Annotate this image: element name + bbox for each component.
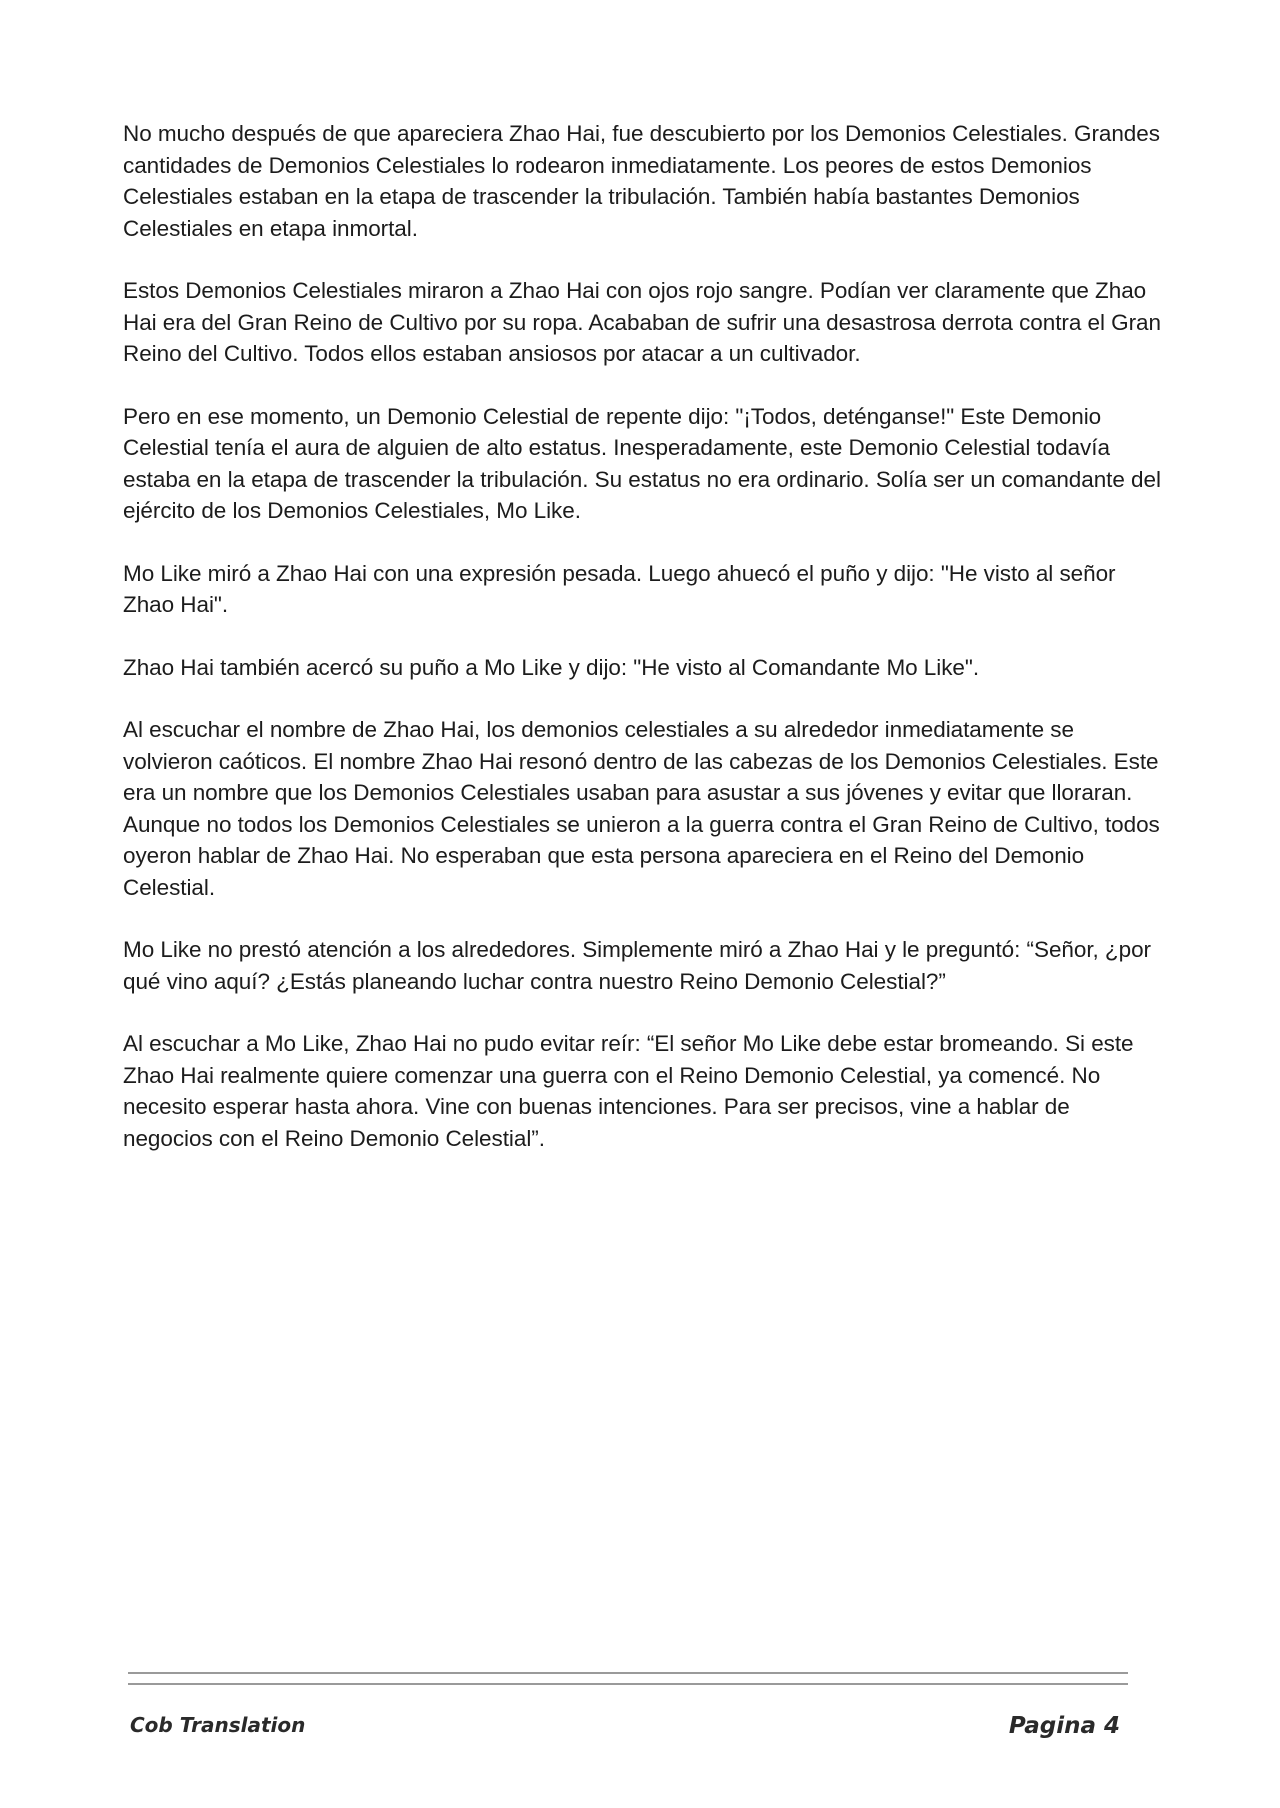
paragraph: Zhao Hai también acercó su puño a Mo Like y dijo: "He visto al Comandante Mo Like". xyxy=(123,654,980,680)
footer-page-number: Pagina 4 xyxy=(1008,1713,1120,1739)
paragraph: Al escuchar a Mo Like, Zhao Hai no pudo evitar reír: “El señor Mo Like debe estar bromeando. Si este Zhao Hai realmente quiere comenzar una guerra con el Reino Demonio Celestial, ya comencé. No necesito esperar hasta ahora. Vine con buenas intenciones. Para ser precisos, vine a hablar de negocios con el Reino Demonio Celestial”. xyxy=(123,1031,1134,1151)
footer-translator-credit: Cob Translation xyxy=(130,1713,306,1737)
footer-divider-top xyxy=(128,1672,1128,1674)
footer-divider-bottom xyxy=(128,1683,1128,1685)
paragraph: Mo Like miró a Zhao Hai con una expresión pesada. Luego ahuecó el puño y dijo: "He visto al señor Zhao Hai". xyxy=(123,560,1116,617)
paragraph: No mucho después de que apareciera Zhao Hai, fue descubierto por los Demonios Celestiales. Grandes cantidades de Demonios Celestiales lo rodearon inmediatamente. Los peores de estos Demonios Celestiales estaban en la etapa de trascender la tribulación. También había bastantes Demonios Celestiales en etapa inmortal. xyxy=(123,121,1160,241)
paragraph: Al escuchar el nombre de Zhao Hai, los demonios celestiales a su alrededor inmediatamente se volvieron caóticos. El nombre Zhao Hai resonó dentro de las cabezas de los Demonios Celestiales. Este era un nombre que los Demonios Celestiales usaban para asustar a sus jóvenes y evitar que lloraran. Aunque no todos los Demonios Celestiales se unieron a la guerra contra el Gran Reino de Cultivo, todos oyeron hablar de Zhao Hai. No esperaban que esta persona apareciera en el Reino del Demonio Celestial. xyxy=(123,717,1160,900)
paragraph: Estos Demonios Celestiales miraron a Zhao Hai con ojos rojo sangre. Podían ver claramente que Zhao Hai era del Gran Reino de Cultivo por su ropa. Acababan de sufrir una desastrosa derrota contra el Gran Reino del Cultivo. Todos ellos estaban ansiosos por atacar a un cultivador. xyxy=(123,278,1161,366)
paragraph: Mo Like no prestó atención a los alrededores. Simplemente miró a Zhao Hai y le preguntó: “Señor, ¿por qué vino aquí? ¿Estás planeando luchar contra nuestro Reino Demonio Celestial?” xyxy=(123,937,1151,994)
paragraph: Pero en ese momento, un Demonio Celestial de repente dijo: "¡Todos, deténganse!" Este Demonio Celestial tenía el aura de alguien de alto estatus. Inesperadamente, este Demonio Celestial todavía estaba en la etapa de trascender la tribulación. Su estatus no era ordinario. Solía ser un comandante del ejército de los Demonios Celestiales, Mo Like. xyxy=(123,403,1161,523)
document-body xyxy=(123,118,1163,1185)
